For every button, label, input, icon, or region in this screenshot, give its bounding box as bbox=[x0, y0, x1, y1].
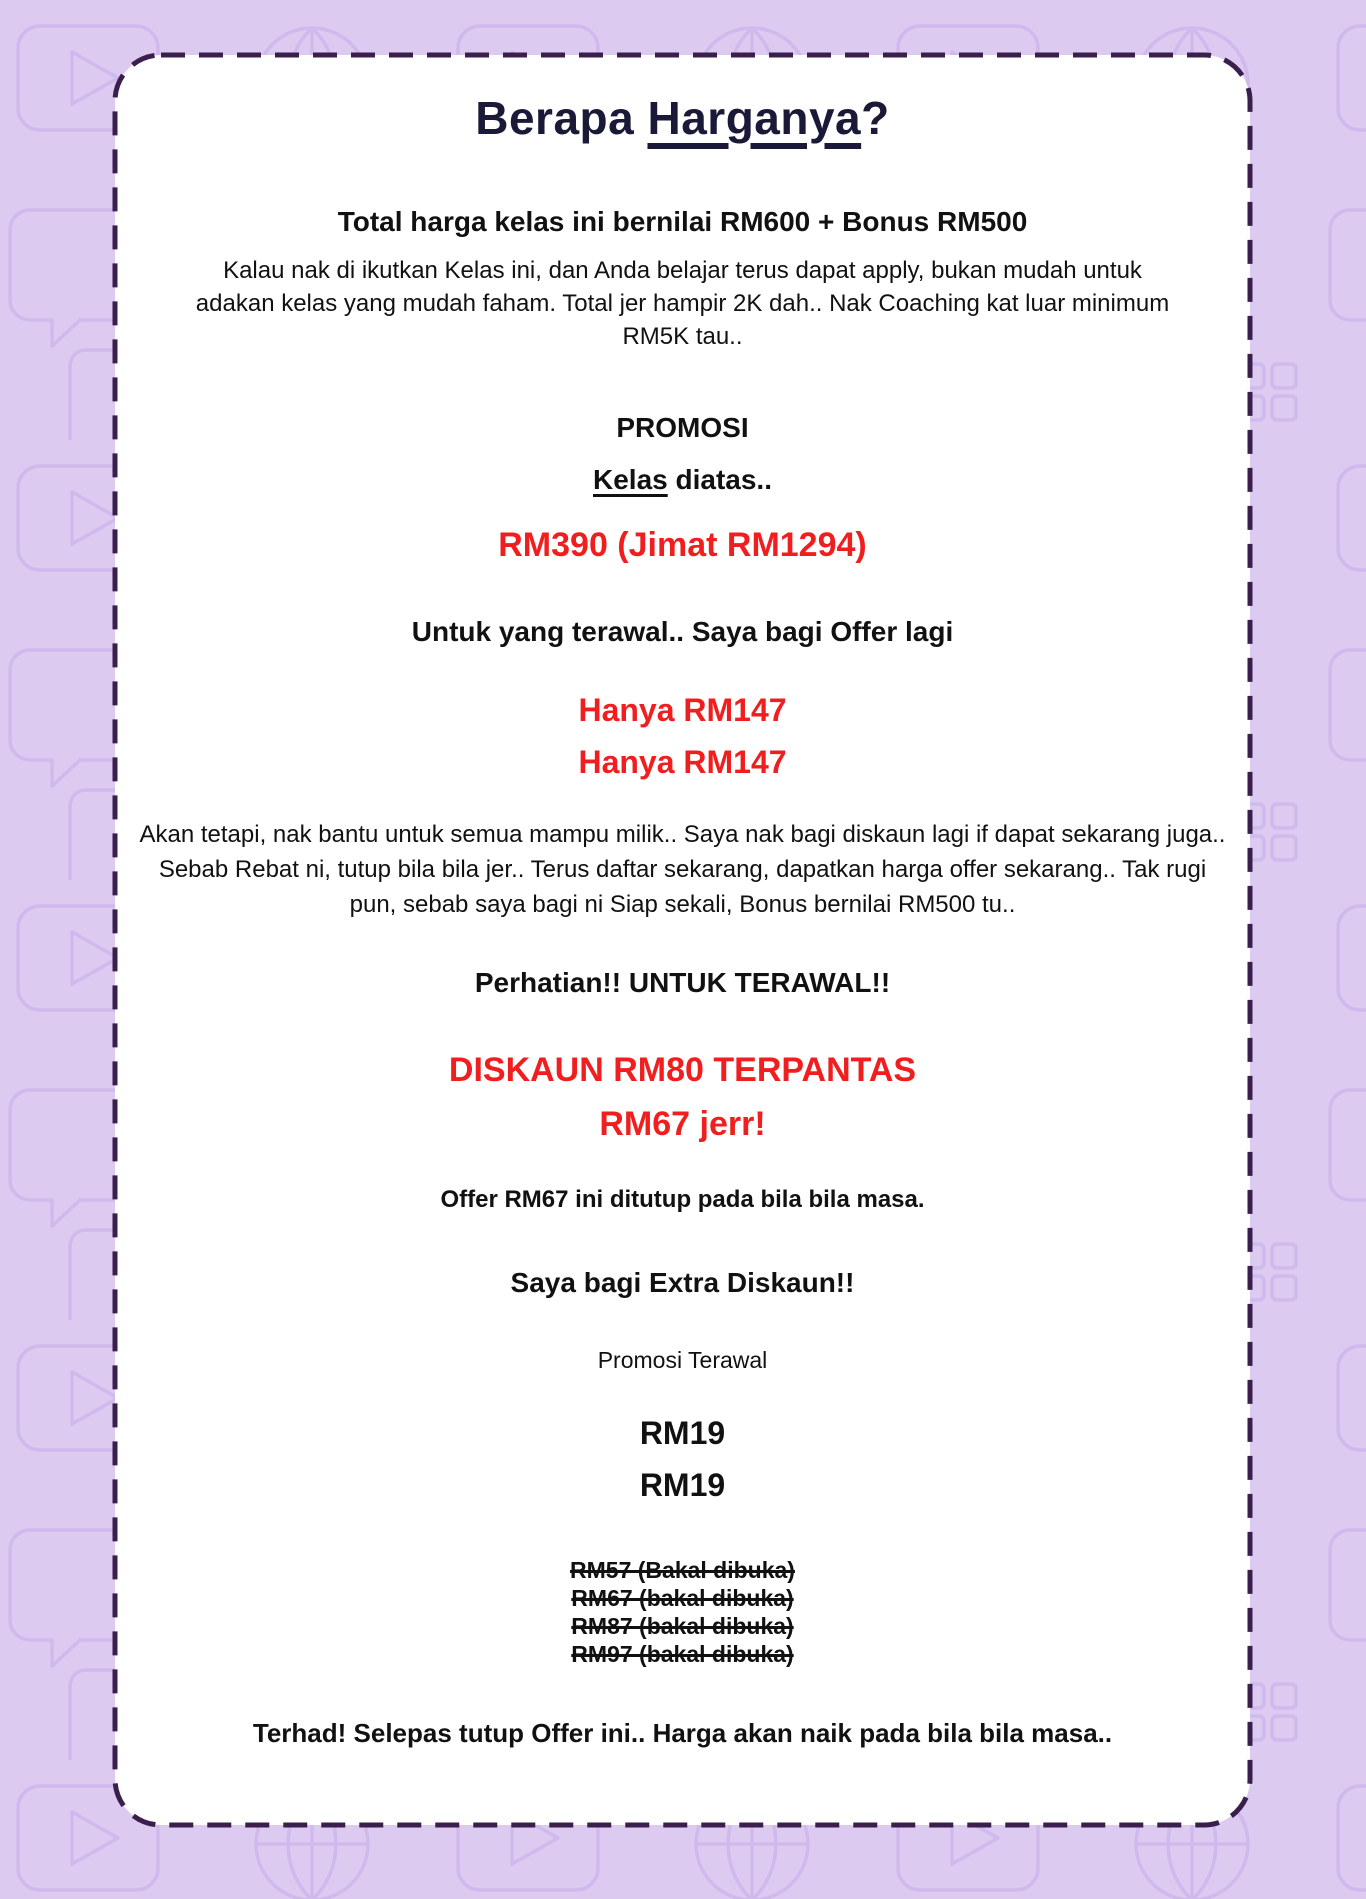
early-offer-price-2: Hanya RM147 bbox=[578, 744, 787, 780]
promo-heading: PROMOSI bbox=[616, 412, 749, 443]
promo-price: RM390 (Jimat RM1294) bbox=[498, 526, 867, 564]
upcoming-price-row: RM57 (Bakal dibuka) bbox=[570, 1557, 795, 1583]
upcoming-price-row: RM87 (bakal dibuka) bbox=[571, 1613, 794, 1639]
page-title bbox=[112, 90, 1253, 146]
discount-paragraph: Akan tetapi, nak bantu untuk semua mampu milik.. Saya nak bagi diskaun lagi if dapat sekarang juga.. Sebab Rebat ni, tutup bila bila jer.. Terus daftar sekarang, dapatkan harga offer sekarang.. Tak rugi pun, sebab saya bagi ni Siap sekali, Bonus bernilai RM500 tu.. bbox=[139, 821, 1226, 918]
extra-discount-heading: Saya bagi Extra Diskaun!! bbox=[510, 1267, 855, 1298]
offer-close-note: Offer RM67 ini ditutup pada bila bila masa. bbox=[440, 1186, 925, 1213]
extra-discount-price-2: RM19 bbox=[639, 1467, 726, 1503]
page-title-prefix: Berapa bbox=[475, 92, 648, 144]
page-title-suffix: ? bbox=[861, 92, 890, 144]
promo-subheading bbox=[112, 463, 1253, 497]
promo-terawal-label: Promosi Terawal bbox=[597, 1347, 768, 1373]
early-offer-prices bbox=[112, 684, 1253, 788]
upcoming-price-list bbox=[112, 1556, 1253, 1668]
upcoming-price-row: RM67 (bakal dibuka) bbox=[571, 1585, 794, 1611]
extra-discount-price-1: RM19 bbox=[639, 1415, 726, 1451]
attention-heading: Perhatian!! UNTUK TERAWAL!! bbox=[474, 967, 891, 998]
attention-discount-line-2: RM67 jerr! bbox=[599, 1105, 766, 1143]
closing-note: Terhad! Selepas tutup Offer ini.. Harga akan naik pada bila bila masa.. bbox=[252, 1718, 1113, 1748]
extra-discount-prices bbox=[112, 1407, 1253, 1511]
early-offer-heading: Untuk yang terawal.. Saya bagi Offer lagi bbox=[411, 616, 954, 647]
early-offer-price-1: Hanya RM147 bbox=[578, 692, 787, 728]
upcoming-price-row: RM97 (bakal dibuka) bbox=[571, 1641, 794, 1667]
promo-subheading-underlined: Kelas bbox=[593, 464, 668, 495]
page-title-underlined: Harganya bbox=[647, 92, 862, 144]
intro-paragraph: Kalau nak di ikutkan Kelas ini, dan Anda belajar terus dapat apply, bukan mudah untuk adakan kelas yang mudah faham. Total jer hampir 2K dah.. Nak Coaching kat luar minimum RM5K tau.. bbox=[195, 257, 1170, 350]
value-subtitle: Total harga kelas ini bernilai RM600 + Bonus RM500 bbox=[337, 206, 1028, 237]
promo-card bbox=[112, 52, 1253, 1828]
card-content bbox=[112, 52, 1253, 1828]
attention-discount bbox=[112, 1043, 1253, 1151]
attention-discount-line-1: DISKAUN RM80 TERPANTAS bbox=[448, 1051, 917, 1089]
promo-subheading-rest: diatas.. bbox=[667, 464, 772, 495]
